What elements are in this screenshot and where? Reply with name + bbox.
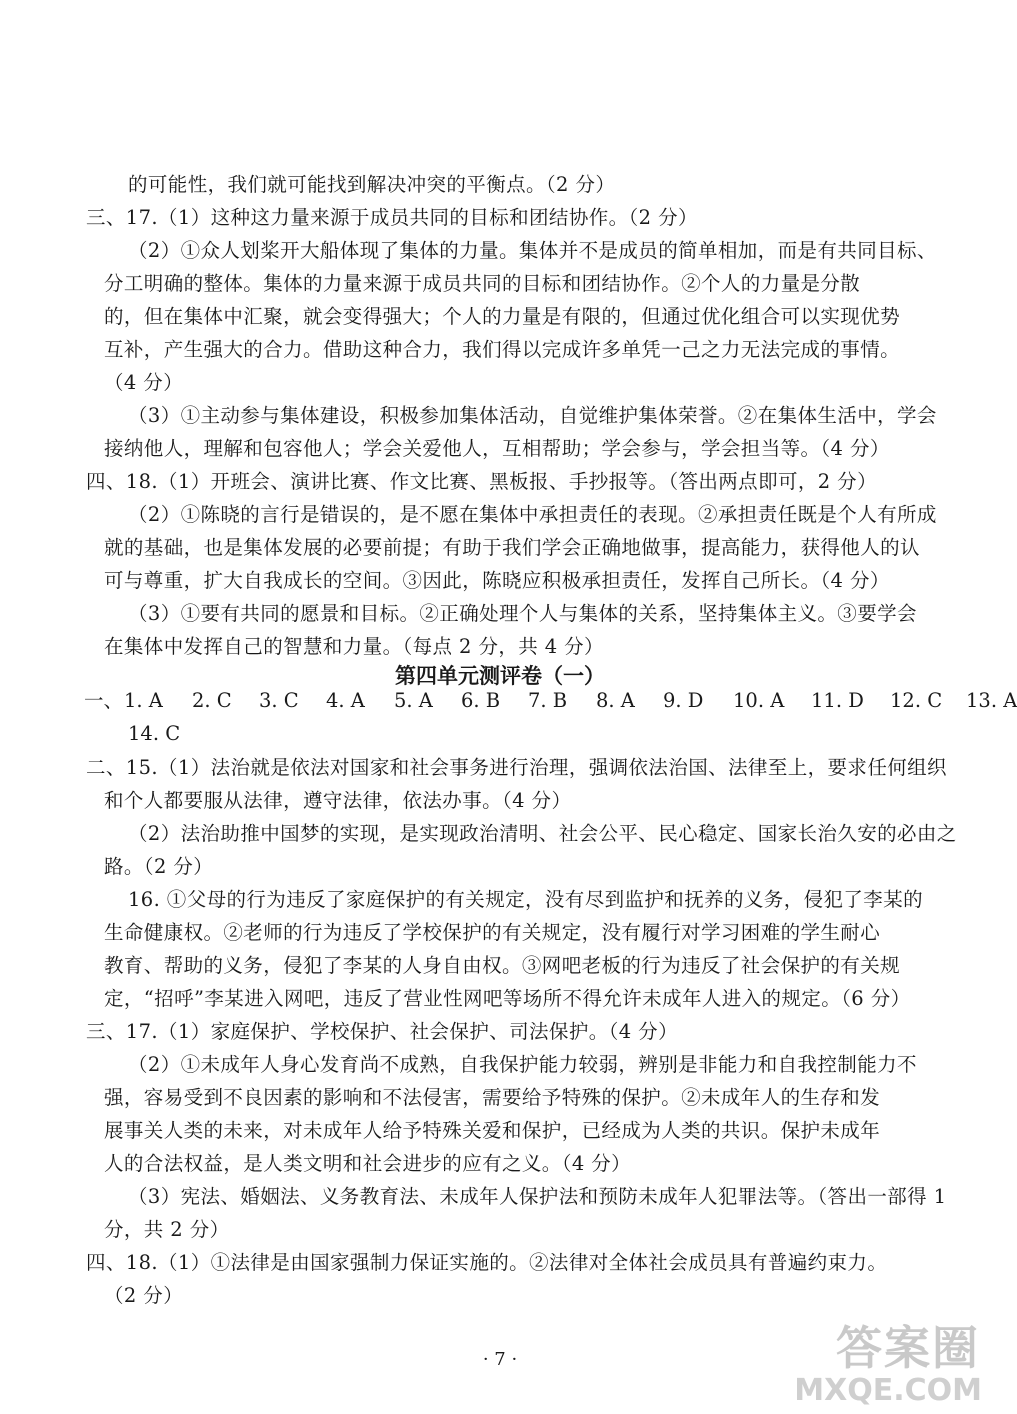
- text-line: 16. ①父母的行为违反了家庭保护的有关规定，没有尽到监护和抚养的义务，侵犯了李某的: [128, 888, 924, 911]
- text-line: 和个人都要服从法律，遵守法律，依法办事。（4 分）: [104, 789, 572, 812]
- text-line: （4 分）: [104, 371, 184, 394]
- text-line: 定，“招呼”李某进入网吧，违反了营业性网吧等场所不得允许未成年人进入的规定。（6 分）: [104, 987, 911, 1010]
- answer-item: 8. A: [596, 689, 635, 712]
- answer-item: 14. C: [128, 722, 181, 745]
- text-line: 展事关人类的未来，对未成年人给予特殊关爱和保护，已经成为人类的共识。保护未成年: [104, 1119, 881, 1142]
- answer-item: 5. A: [394, 689, 433, 712]
- answer-item: 12. C: [890, 689, 943, 712]
- text-line: （2）①众人划桨开大船体现了集体的力量。集体并不是成员的简单相加，而是有共同目标、: [128, 239, 937, 262]
- answer-item: 7. B: [528, 689, 568, 712]
- answer-item: 6. B: [461, 689, 501, 712]
- answer-item: 3. C: [259, 689, 299, 712]
- text-line: 的可能性，我们就可能找到解决冲突的平衡点。（2 分）: [128, 173, 616, 196]
- section-heading: 第四单元测评卷（一）: [395, 664, 605, 688]
- text-line: 强，容易受到不良因素的影响和不法侵害，需要给予特殊的保护。②未成年人的生存和发: [104, 1086, 881, 1109]
- text-line: 互补，产生强大的合力。借助这种合力，我们得以完成许多单凭一己之力无法完成的事情。: [104, 338, 901, 361]
- text-line: 三、17.（1）这种这力量来源于成员共同的目标和团结协作。（2 分）: [86, 206, 698, 229]
- answer-item: 2. C: [192, 689, 232, 712]
- text-line: 可与尊重，扩大自我成长的空间。③因此，陈晓应积极承担责任，发挥自己所长。（4 分）: [104, 569, 890, 592]
- text-line: 教育、帮助的义务，侵犯了李某的人身自由权。③网吧老板的行为违反了社会保护的有关规: [104, 954, 901, 977]
- text-line: 四、18.（1）开班会、演讲比赛、作文比赛、黑板报、手抄报等。（答出两点即可，2 分）: [86, 470, 877, 493]
- text-line: （3）①主动参与集体建设，积极参加集体活动，自觉维护集体荣誉。②在集体生活中，学会: [128, 404, 937, 427]
- answer-item: 1. A: [124, 689, 163, 712]
- text-line: 三、17.（1）家庭保护、学校保护、社会保护、司法保护。（4 分）: [86, 1020, 678, 1043]
- text-line: 在集体中发挥自己的智慧和力量。（每点 2 分，共 4 分）: [104, 635, 604, 658]
- page-number: · 7 ·: [482, 1349, 518, 1370]
- watermark-url: MXQE.COM: [794, 1373, 982, 1408]
- answer-item: 11. D: [811, 689, 864, 712]
- text-line: 二、15.（1）法治就是依法对国家和社会事务进行治理，强调依法治国、法律至上，要求任何组织: [86, 756, 947, 779]
- answers-prefix: 一、: [84, 689, 124, 712]
- text-line: 分工明确的整体。集体的力量来源于成员共同的目标和团结协作。②个人的力量是分散: [104, 272, 861, 295]
- text-line: （2）法治助推中国梦的实现，是实现政治清明、社会公平、民心稳定、国家长治久安的必由之: [128, 822, 957, 845]
- text-line: （2 分）: [104, 1284, 184, 1307]
- watermark-logo: 答案圈: [836, 1321, 980, 1375]
- text-line: 接纳他人，理解和包容他人；学会关爱他人，互相帮助；学会参与，学会担当等。（4 分）: [104, 437, 890, 460]
- text-line: （2）①陈晓的言行是错误的，是不愿在集体中承担责任的表现。②承担责任既是个人有所成: [128, 503, 937, 526]
- answer-item: 9. D: [663, 689, 704, 712]
- text-line: 分，共 2 分）: [104, 1218, 230, 1241]
- text-line: （3）①要有共同的愿景和目标。②正确处理个人与集体的关系，坚持集体主义。③要学会: [128, 602, 917, 625]
- text-line: 人的合法权益，是人类文明和社会进步的应有之义。（4 分）: [104, 1152, 632, 1175]
- text-line: 的，但在集体中汇聚，就会变得强大；个人的力量是有限的，但通过优化组合可以实现优势: [104, 305, 901, 328]
- text-line: 生命健康权。②老师的行为违反了学校保护的有关规定，没有履行对学习困难的学生耐心: [104, 921, 881, 944]
- answer-item: 13. A: [966, 689, 1017, 712]
- text-line: 四、18.（1）①法律是由国家强制力保证实施的。②法律对全体社会成员具有普遍约束力。: [86, 1251, 888, 1274]
- text-line: 就的基础，也是集体发展的必要前提；有助于我们学会正确地做事，提高能力，获得他人的认: [104, 536, 920, 559]
- text-line: （3）宪法、婚姻法、义务教育法、未成年人保护法和预防未成年人犯罪法等。（答出一部得 1: [128, 1185, 947, 1208]
- text-line: 路。（2 分）: [104, 855, 214, 878]
- answer-item: 10. A: [733, 689, 785, 712]
- text-line: （2）①未成年人身心发育尚不成熟，自我保护能力较弱，辨别是非能力和自我控制能力不: [128, 1053, 917, 1076]
- answer-item: 4. A: [326, 689, 365, 712]
